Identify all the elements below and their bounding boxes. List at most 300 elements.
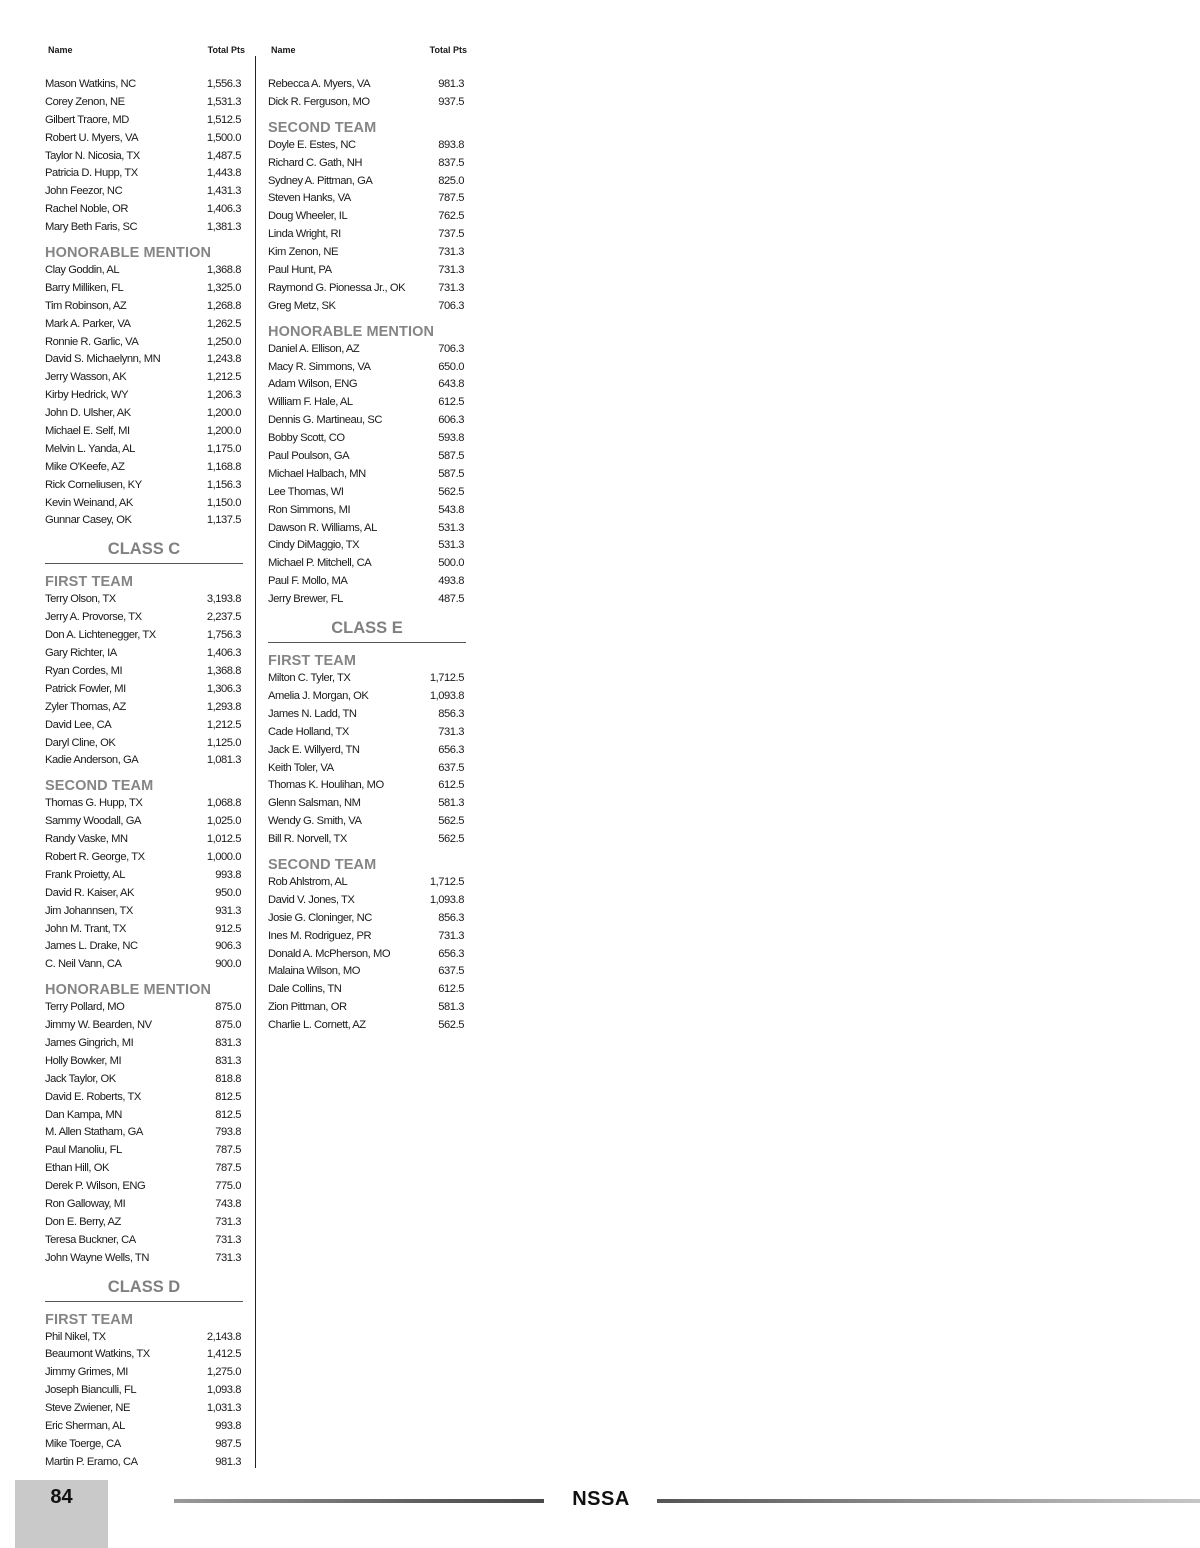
entry-name: Milton C. Tyler, TX	[268, 672, 351, 685]
total-pts-header: Total Pts	[429, 45, 467, 55]
entry-points: 731.3	[215, 1233, 241, 1246]
list-item	[45, 201, 243, 219]
list-item	[45, 1214, 243, 1232]
entry-name: Doyle E. Estes, NC	[268, 138, 356, 151]
entry-points: 1,137.5	[206, 514, 241, 527]
list-item	[45, 1232, 243, 1250]
entry-points: 762.5	[438, 210, 464, 223]
entry-name: Macy R. Simmons, VA	[268, 360, 371, 373]
entry-points: 562.5	[438, 485, 464, 498]
section-heading: FIRST TEAM	[45, 574, 133, 591]
list-item	[268, 94, 466, 112]
entry-name: Holly Bowker, MI	[45, 1054, 122, 1067]
entry-list	[268, 874, 466, 1035]
entry-name: Paul Hunt, PA	[268, 264, 332, 277]
entry-points: 1,031.3	[206, 1402, 241, 1415]
entry-points: 1,756.3	[206, 629, 241, 642]
entry-points: 906.3	[215, 940, 241, 953]
entry-name: Mary Beth Faris, SC	[45, 221, 138, 234]
entry-name: Barry Milliken, FL	[45, 281, 124, 294]
entry-points: 1,250.0	[206, 335, 241, 348]
section-heading: SECOND TEAM	[45, 778, 154, 795]
entry-name: Zyler Thomas, AZ	[45, 700, 126, 713]
entry-points: 993.8	[215, 868, 241, 881]
entry-name: Glenn Salsman, NM	[268, 797, 361, 810]
list-item	[268, 981, 466, 999]
list-item	[45, 1142, 243, 1160]
entry-name: C. Neil Vann, CA	[45, 958, 122, 971]
entry-name: Cindy DiMaggio, TX	[268, 539, 360, 552]
entry-points: 1,531.3	[206, 95, 241, 108]
entry-points: 593.8	[438, 432, 464, 445]
entry-list	[45, 262, 243, 530]
entry-name: Robert U. Myers, VA	[45, 131, 139, 144]
list-item	[45, 495, 243, 513]
entry-points: 1,000.0	[206, 850, 241, 863]
entry-points: 656.3	[438, 947, 464, 960]
entry-points: 1,487.5	[206, 149, 241, 162]
entry-points: 1,175.0	[206, 442, 241, 455]
entry-points: 581.3	[438, 1001, 464, 1014]
list-item	[268, 448, 466, 466]
entry-points: 1,431.3	[206, 185, 241, 198]
entry-points: 831.3	[215, 1054, 241, 1067]
list-item	[45, 1053, 243, 1071]
entry-points: 987.5	[215, 1437, 241, 1450]
class-heading: CLASS C	[45, 536, 243, 564]
column-header	[271, 40, 467, 60]
entry-name: David Lee, CA	[45, 718, 112, 731]
list-item	[45, 387, 243, 405]
entry-points: 981.3	[438, 78, 464, 90]
entry-name: David R. Kaiser, AK	[45, 886, 135, 899]
list-item	[45, 1329, 243, 1347]
entry-points: 1,500.0	[206, 131, 241, 144]
entry-name: Jimmy W. Bearden, NV	[45, 1019, 152, 1032]
list-item	[45, 148, 243, 166]
entry-name: Melvin L. Yanda, AL	[45, 442, 135, 455]
entry-name: Mike Toerge, CA	[45, 1437, 121, 1450]
list-item	[45, 334, 243, 352]
list-item	[268, 1017, 466, 1035]
list-item	[45, 280, 243, 298]
entry-name: Sydney A. Pittman, GA	[268, 174, 373, 187]
entry-name: Dan Kampa, MN	[45, 1108, 122, 1121]
entry-points: 1,268.8	[206, 299, 241, 312]
list-item	[268, 376, 466, 394]
list-item	[45, 1017, 243, 1035]
entry-name: Malaina Wilson, MO	[268, 965, 360, 978]
class-heading: CLASS E	[268, 615, 466, 643]
entry-name: David E. Roberts, TX	[45, 1090, 141, 1103]
list-item	[45, 1364, 243, 1382]
entry-name: Michael P. Mitchell, CA	[268, 557, 372, 570]
list-item	[45, 956, 243, 974]
entry-points: 825.0	[438, 174, 464, 187]
list-item	[45, 813, 243, 831]
entry-points: 1,512.5	[206, 113, 241, 126]
entry-name: Linda Wright, RI	[268, 228, 341, 241]
entry-points: 637.5	[438, 965, 464, 978]
list-item	[45, 591, 243, 609]
entry-name: Thomas K. Houlihan, MO	[268, 779, 384, 792]
entry-name: William F. Hale, AL	[268, 396, 353, 409]
entry-name: Donald A. McPherson, MO	[268, 947, 391, 960]
list-item	[268, 502, 466, 520]
list-item	[268, 555, 466, 573]
list-item	[45, 1089, 243, 1107]
entry-name: Amelia J. Morgan, OK	[268, 689, 369, 702]
list-item	[268, 760, 466, 778]
footer-rule-right	[657, 1499, 1200, 1503]
list-item	[268, 466, 466, 484]
entry-name: David V. Jones, TX	[268, 893, 355, 906]
list-item	[45, 165, 243, 183]
list-item	[45, 903, 243, 921]
entry-points: 643.8	[438, 378, 464, 391]
list-item	[268, 262, 466, 280]
entry-name: Phil Nikel, TX	[45, 1330, 106, 1343]
list-item	[268, 946, 466, 964]
entry-name: Rob Ahlstrom, AL	[268, 875, 348, 888]
entry-points: 818.8	[215, 1072, 241, 1085]
section-heading: FIRST TEAM	[268, 653, 356, 670]
entry-points: 737.5	[438, 228, 464, 241]
entry-name: Frank Proietty, AL	[45, 868, 125, 881]
entry-name: Don E. Berry, AZ	[45, 1215, 121, 1228]
column-header	[48, 40, 245, 60]
entry-name: James Gingrich, MI	[45, 1036, 134, 1049]
entry-points: 2,143.8	[206, 1330, 241, 1343]
entry-points: 875.0	[215, 1019, 241, 1032]
entry-points: 950.0	[215, 886, 241, 899]
entry-name: Don A. Lichtenegger, TX	[45, 629, 156, 642]
footer-rule-left	[174, 1499, 544, 1503]
entry-name: Teresa Buckner, CA	[45, 1233, 136, 1246]
list-item	[268, 910, 466, 928]
list-item	[268, 813, 466, 831]
entry-points: 900.0	[215, 958, 241, 971]
entry-points: 812.5	[215, 1108, 241, 1121]
entry-name: Terry Olson, TX	[45, 593, 116, 606]
entry-name: Zion Pittman, OR	[268, 1001, 347, 1014]
entry-points: 1,206.3	[206, 389, 241, 402]
entry-name: Kirby Hedrick, WY	[45, 389, 129, 402]
entry-name: Adam Wilson, ENG	[268, 378, 358, 391]
list-item	[45, 663, 243, 681]
list-item	[45, 219, 243, 237]
list-item	[268, 688, 466, 706]
list-item	[45, 609, 243, 627]
list-item	[268, 173, 466, 191]
entry-name: Steven Hanks, VA	[268, 192, 351, 205]
entry-name: Mark A. Parker, VA	[45, 317, 131, 330]
entry-name: James L. Drake, NC	[45, 940, 138, 953]
name-header: Name	[271, 45, 296, 55]
list-item	[268, 874, 466, 892]
entry-name: Jack E. Willyerd, TN	[268, 743, 360, 756]
entry-points: 731.3	[438, 264, 464, 277]
entry-points: 706.3	[438, 342, 464, 355]
entry-name: Sammy Woodall, GA	[45, 815, 141, 828]
entry-name: Kevin Weinand, AK	[45, 496, 133, 509]
list-item	[45, 183, 243, 201]
entry-name: Michael Halbach, MN	[268, 467, 366, 480]
list-item	[45, 262, 243, 280]
entry-points: 493.8	[438, 575, 464, 588]
list-item	[45, 1382, 243, 1400]
entry-name: Thomas G. Hupp, TX	[45, 797, 143, 810]
list-item	[268, 999, 466, 1017]
list-item	[268, 963, 466, 981]
entry-points: 650.0	[438, 360, 464, 373]
entry-points: 2,237.5	[206, 611, 241, 624]
entry-points: 587.5	[438, 450, 464, 463]
list-item	[45, 405, 243, 423]
entry-name: Rick Corneliusen, KY	[45, 478, 142, 491]
list-item	[45, 477, 243, 495]
entry-name: Wendy G. Smith, VA	[268, 815, 362, 828]
entry-points: 581.3	[438, 797, 464, 810]
entry-points: 487.5	[438, 593, 464, 606]
list-item	[268, 226, 466, 244]
entry-points: 937.5	[438, 95, 464, 108]
entry-points: 531.3	[438, 521, 464, 534]
entry-name: Randy Vaske, MN	[45, 833, 128, 846]
entry-points: 787.5	[438, 192, 464, 205]
list-item	[45, 1436, 243, 1454]
entry-name: Jack Taylor, OK	[45, 1072, 116, 1085]
entry-points: 1,306.3	[206, 682, 241, 695]
entry-points: 1,368.8	[206, 664, 241, 677]
list-item	[45, 681, 243, 699]
entry-points: 637.5	[438, 761, 464, 774]
entry-points: 1,262.5	[206, 317, 241, 330]
list-item	[45, 1071, 243, 1089]
entry-name: Jerry Wasson, AK	[45, 371, 127, 384]
list-item	[45, 627, 243, 645]
entry-name: Joseph Bianculli, FL	[45, 1384, 137, 1397]
entry-name: John M. Trant, TX	[45, 922, 127, 935]
list-item	[268, 831, 466, 849]
name-header: Name	[48, 45, 73, 55]
entry-name: Paul Poulson, GA	[268, 450, 350, 463]
entry-points: 612.5	[438, 396, 464, 409]
list-item	[45, 316, 243, 334]
entry-points: 1,012.5	[206, 833, 241, 846]
entry-name: Michael E. Self, MI	[45, 425, 130, 438]
entry-name: Ronnie R. Garlic, VA	[45, 335, 139, 348]
list-item	[45, 351, 243, 369]
list-item	[268, 573, 466, 591]
entry-list	[268, 670, 466, 849]
entry-name: Josie G. Cloninger, NC	[268, 911, 372, 924]
list-item	[45, 1160, 243, 1178]
entry-name: Robert R. George, TX	[45, 850, 145, 863]
list-item	[45, 1418, 243, 1436]
entry-name: Ethan Hill, OK	[45, 1162, 109, 1175]
page-number: 84	[50, 1486, 73, 1508]
entry-name: Greg Metz, SK	[268, 299, 336, 312]
section-heading: SECOND TEAM	[268, 119, 377, 136]
list-item	[268, 742, 466, 760]
footer-brand: NSSA	[572, 1488, 630, 1510]
entry-name: Gunnar Casey, OK	[45, 514, 132, 527]
entry-name: Dawson R. Williams, AL	[268, 521, 377, 534]
list-item	[45, 369, 243, 387]
entry-points: 856.3	[438, 707, 464, 720]
entry-points: 1,275.0	[206, 1366, 241, 1379]
entry-points: 1,443.8	[206, 167, 241, 180]
entry-name: Dale Collins, TN	[268, 983, 342, 996]
list-item	[45, 717, 243, 735]
entry-points: 3,193.8	[206, 593, 241, 606]
entry-points: 562.5	[438, 833, 464, 846]
list-item	[268, 412, 466, 430]
list-item	[45, 1196, 243, 1214]
list-item	[45, 512, 243, 530]
entry-points: 1,068.8	[206, 797, 241, 810]
entry-name: Mason Watkins, NC	[45, 78, 136, 90]
list-item	[45, 1035, 243, 1053]
entry-list	[45, 1329, 243, 1472]
entry-points: 1,243.8	[206, 353, 241, 366]
list-item	[268, 484, 466, 502]
entry-points: 793.8	[215, 1126, 241, 1139]
entry-name: Gary Richter, IA	[45, 647, 117, 660]
entry-name: Keith Toler, VA	[268, 761, 334, 774]
entry-list	[45, 795, 243, 974]
entry-points: 1,325.0	[206, 281, 241, 294]
list-item	[45, 752, 243, 770]
entry-points: 893.8	[438, 138, 464, 151]
entry-name: Daryl Cline, OK	[45, 736, 116, 749]
entry-points: 1,712.5	[429, 875, 464, 888]
entry-list	[45, 76, 243, 237]
entry-name: James N. Ladd, TN	[268, 707, 357, 720]
entry-points: 731.3	[438, 281, 464, 294]
list-item	[268, 137, 466, 155]
list-item	[45, 298, 243, 316]
entry-points: 531.3	[438, 539, 464, 552]
list-item	[45, 831, 243, 849]
entry-name: Charlie L. Cornett, AZ	[268, 1019, 366, 1032]
list-item	[45, 1107, 243, 1125]
entry-name: John D. Ulsher, AK	[45, 407, 131, 420]
entry-points: 831.3	[215, 1036, 241, 1049]
entry-points: 731.3	[438, 246, 464, 259]
entry-points: 787.5	[215, 1144, 241, 1157]
entry-points: 731.3	[215, 1251, 241, 1264]
entry-points: 587.5	[438, 467, 464, 480]
entry-points: 912.5	[215, 922, 241, 935]
entry-points: 1,712.5	[429, 672, 464, 685]
entry-points: 562.5	[438, 815, 464, 828]
entry-name: Paul Manoliu, FL	[45, 1144, 122, 1157]
entry-points: 1,412.5	[206, 1348, 241, 1361]
entry-points: 1,212.5	[206, 718, 241, 731]
entry-points: 743.8	[215, 1197, 241, 1210]
list-item	[268, 520, 466, 538]
class-heading: CLASS D	[45, 1274, 243, 1302]
list-item	[268, 591, 466, 609]
section-heading: HONORABLE MENTION	[268, 323, 435, 340]
left-column	[45, 40, 243, 1472]
list-item	[45, 735, 243, 753]
entry-name: Doug Wheeler, IL	[268, 210, 348, 223]
entry-points: 1,156.3	[206, 478, 241, 491]
entry-name: Lee Thomas, WI	[268, 485, 344, 498]
list-item	[268, 795, 466, 813]
entry-name: Corey Zenon, NE	[45, 95, 125, 108]
list-item	[268, 298, 466, 316]
entry-name: Rachel Noble, OR	[45, 203, 128, 216]
list-item	[45, 76, 243, 94]
list-item	[45, 94, 243, 112]
entry-name: Clay Goddin, AL	[45, 264, 120, 277]
entry-points: 1,293.8	[206, 700, 241, 713]
entry-points: 1,368.8	[206, 264, 241, 277]
list-item	[268, 706, 466, 724]
section-heading: FIRST TEAM	[45, 1311, 133, 1328]
entry-name: Bill R. Norvell, TX	[268, 833, 347, 846]
entry-name: Martin P. Eramo, CA	[45, 1455, 138, 1468]
list-item	[268, 208, 466, 226]
entry-name: Jerry Brewer, FL	[268, 593, 343, 606]
list-item	[45, 1250, 243, 1268]
entry-name: Tim Robinson, AZ	[45, 299, 127, 312]
list-item	[45, 459, 243, 477]
list-item	[268, 190, 466, 208]
entry-points: 931.3	[215, 904, 241, 917]
entry-points: 1,125.0	[206, 736, 241, 749]
list-item	[268, 724, 466, 742]
list-item	[268, 777, 466, 795]
entry-name: Ron Simmons, MI	[268, 503, 351, 516]
entry-name: Derek P. Wilson, ENG	[45, 1180, 146, 1193]
entry-name: Jerry A. Provorse, TX	[45, 611, 142, 624]
list-item	[268, 394, 466, 412]
entry-name: M. Allen Statham, GA	[45, 1126, 143, 1139]
entry-name: Kadie Anderson, GA	[45, 754, 139, 767]
entry-points: 1,406.3	[206, 647, 241, 660]
entry-points: 706.3	[438, 299, 464, 312]
entry-name: Kim Zenon, NE	[268, 246, 339, 259]
entry-name: Mike O'Keefe, AZ	[45, 460, 125, 473]
entry-points: 1,093.8	[429, 893, 464, 906]
list-item	[45, 1124, 243, 1142]
entry-name: Beaumont Watkins, TX	[45, 1348, 150, 1361]
list-item	[45, 423, 243, 441]
entry-name: Taylor N. Nicosia, TX	[45, 149, 140, 162]
entry-name: Patrick Fowler, MI	[45, 682, 126, 695]
list-item	[268, 155, 466, 173]
entry-name: Terry Pollard, MO	[45, 1001, 125, 1014]
list-item	[45, 999, 243, 1017]
entry-points: 1,406.3	[206, 203, 241, 216]
list-item	[268, 892, 466, 910]
entry-list	[45, 999, 243, 1267]
entry-name: Jimmy Grimes, MI	[45, 1366, 128, 1379]
list-item	[45, 112, 243, 130]
entry-points: 1,025.0	[206, 815, 241, 828]
list-item	[45, 867, 243, 885]
entry-points: 875.0	[215, 1001, 241, 1014]
entry-points: 731.3	[438, 929, 464, 942]
entry-points: 812.5	[215, 1090, 241, 1103]
entry-points: 1,093.8	[206, 1384, 241, 1397]
entry-points: 1,168.8	[206, 460, 241, 473]
